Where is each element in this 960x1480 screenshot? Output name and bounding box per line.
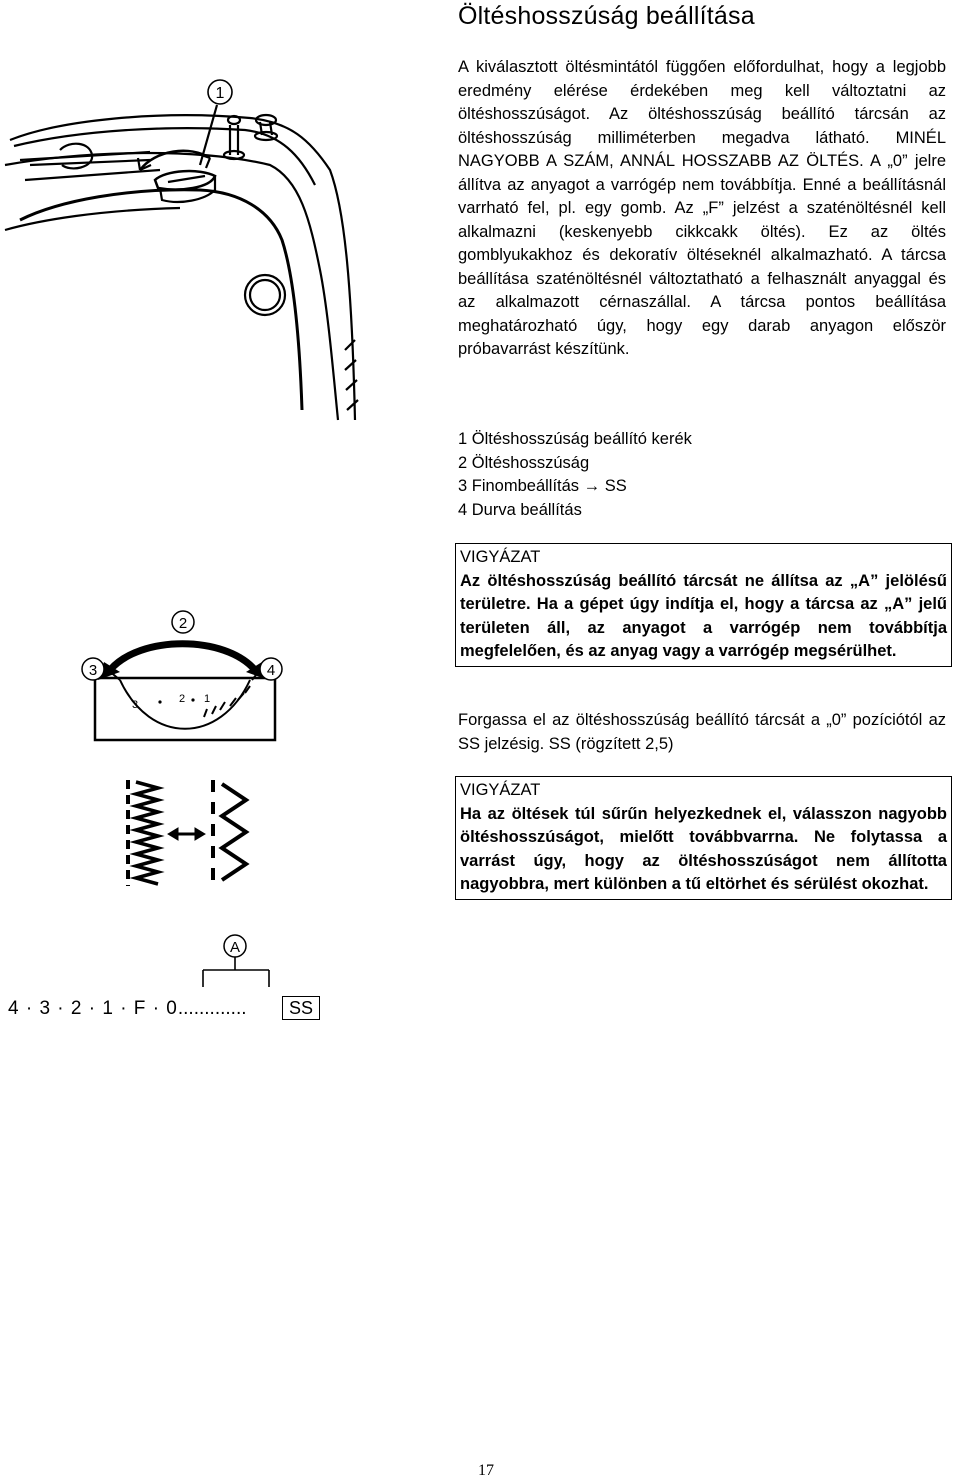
warning-heading-1: VIGYÁZAT [460,548,541,566]
figure-legend [458,428,946,522]
callout-2: 2 [178,615,188,632]
ss-label: SS [289,998,314,1018]
page-number: 17 [478,1462,494,1479]
turn-instruction: Forgassa el az öltéshosszúság beállító tárcsát a „0” pozíciótól az SS jelzésig. SS (rögzített 2,5) [458,711,946,753]
legend-item-4: 4 Durva beállítás [458,500,582,519]
page-title: Öltéshosszúság beállítása [458,2,755,30]
A-marker-diagram [195,932,280,992]
scale-marks: 4 · 3 · 2 · 1 · F · 0 [8,998,178,1019]
callout-3: 3 [88,662,98,679]
dial-diagram [80,610,290,745]
machine-illustration [0,70,370,430]
dial-mark-2: 2 [179,693,186,705]
warning-text-1: Az öltéshosszúság beállító tárcsát ne állítsa az „A” jelölésű területre. Ha a gépet úgy indítja el, hogy a tárcsa az „A” jelű területen áll, az anyagot a varrógép nem továbbítja megfelelően, és az anyag vagy a varrógép megsérülhet. [460,571,947,660]
legend-item-1: 1 Öltéshosszúság beállító kerék [458,430,692,448]
scale-dotted-area: ............. [177,998,247,1019]
callout-A: A [229,939,241,956]
warning-heading-2: VIGYÁZAT [460,781,541,799]
dial-mark-3: 3 [132,699,139,711]
legend-item-2: 2 Öltéshosszúság [458,453,590,472]
callout-4: 4 [266,662,276,679]
stitch-comparison-illustration [118,778,258,890]
warning-box-1 [455,543,952,667]
intro-paragraph: A kiválasztott öltésmintától függően előfordulhat, hogy a legjobb eredmény elérése érdekében meg kell változtatni az öltéshosszúságot. Az öltéshosszúság beállító tárcsán az öltéshosszúság milliméterben megadva látható. MINÉL NAGYOBB A SZÁM, ANNÁL HOSSZABB AZ ÖLTÉS. A „0” jelre állítva az anyagot a varrógép nem továbbítja. Enné a beállításnál varrható fel, pl. egy gomb. Az „F” jelzést a szaténöltésnél kell alkalmazni (keskenyebb cikkcakk öltés). Ez az öltés gomblyukakhoz és dekoratív öltéseknél alkalmazható. A tárcsa beállítása szaténöltésnél változtatható a felhasznált anyaggal és az alkalmazott cérnaszállal. A tárcsa pontos beállítása meghatározható úgy, hogy egy darab anyagon először próbavarrást készítünk. [458,58,946,358]
warning-text-2: Ha az öltések túl sűrűn helyezkednek el, válasszon nagyobb öltéshosszúságot, mielőtt továbbvarrna. Ne folytassa a varrást úgy, hogy az öltéshosszúságot nem állította nagyobbra, mert különben a tű eltörhet és sérülést okozhat. [460,804,947,893]
stitch-scale [8,998,247,1020]
ss-marker [282,996,320,1020]
warning-box-2 [455,776,952,900]
callout-1: 1 [215,85,225,102]
legend-item-3: 3 Finombeállítás → SS [458,477,627,495]
dial-mark-1: 1 [204,693,211,705]
